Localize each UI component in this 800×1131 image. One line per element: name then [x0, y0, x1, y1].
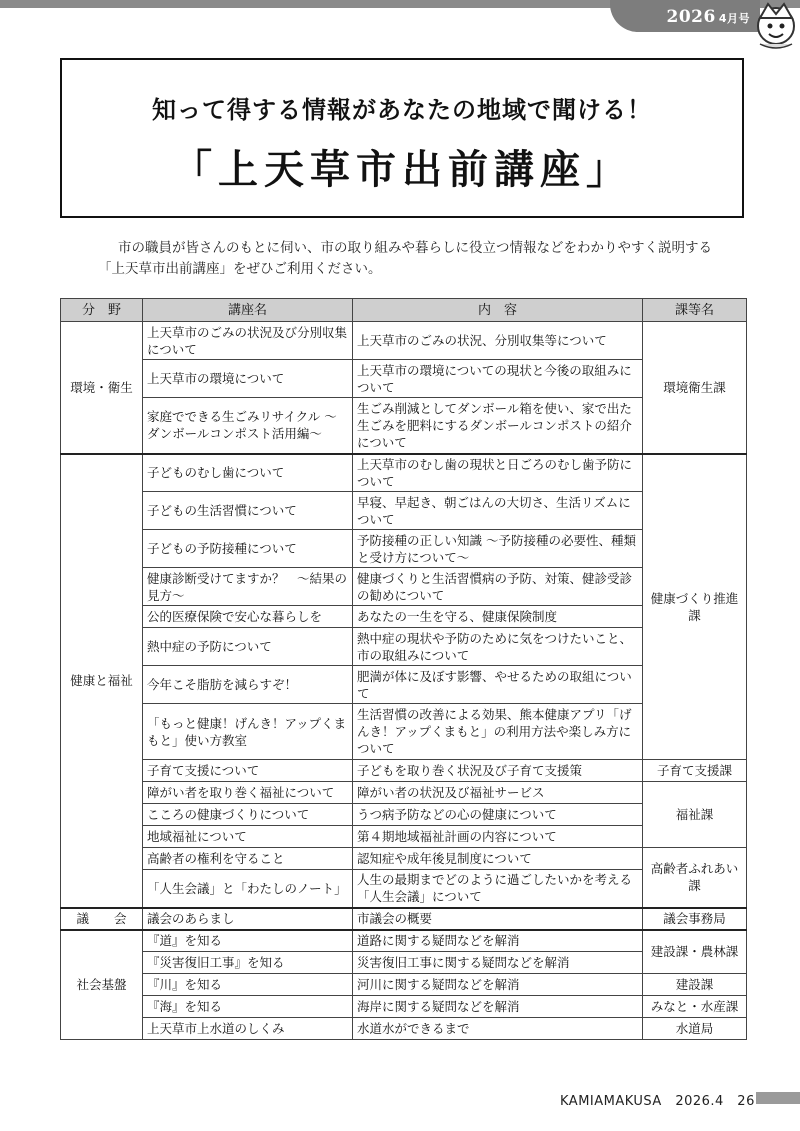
field-cell: 社会基盤: [61, 930, 143, 1040]
table-header-row: [61, 299, 747, 322]
content-cell: 上天草市の環境についての現状と今後の取組みについて: [353, 360, 643, 398]
field-cell: 環境・衛生: [61, 322, 143, 454]
header-content: 内 容: [353, 299, 643, 322]
course-cell: 子どものむし歯について: [143, 454, 353, 492]
course-cell: 高齢者の権利を守ること: [143, 848, 353, 870]
content-cell: 河川に関する疑問などを解消: [353, 974, 643, 996]
course-cell: 公的医療保険で安心な暮らしを: [143, 606, 353, 628]
table-row: [61, 908, 747, 930]
table-row: [61, 848, 747, 870]
issue-label: [667, 7, 750, 27]
course-cell: 上天草市の環境について: [143, 360, 353, 398]
course-cell: 「もっと健康！げんき！アップくまもと」使い方教室: [143, 704, 353, 760]
field-cell: 議 会: [61, 908, 143, 930]
course-table: [60, 298, 747, 1040]
footer-bar: [756, 1092, 800, 1104]
intro-line-1: 市の職員が皆さんのもとに伺い、市の取り組みや暮らしに役立つ情報などをわかりやすく説明する: [118, 240, 712, 256]
course-cell: 家庭でできる生ごみリサイクル ～ダンボールコンポスト活用編～: [143, 398, 353, 454]
course-cell: 『道』を知る: [143, 930, 353, 952]
table-row: [61, 974, 747, 996]
content-cell: 海岸に関する疑問などを解消: [353, 996, 643, 1018]
intro-text: [98, 238, 748, 280]
course-cell: 『海』を知る: [143, 996, 353, 1018]
course-cell: こころの健康づくりについて: [143, 804, 353, 826]
content-cell: 上天草市のむし歯の現状と日ごろのむし歯予防について: [353, 454, 643, 492]
dept-cell: みなと・水産課: [643, 996, 747, 1018]
title-main: 「上天草市出前講座」: [172, 147, 632, 193]
content-cell: 認知症や成年後見制度について: [353, 848, 643, 870]
table-row: [61, 322, 747, 360]
title-box: [60, 58, 744, 218]
dept-cell: 環境衛生課: [643, 322, 747, 454]
course-cell: 熱中症の予防について: [143, 628, 353, 666]
course-cell: 子どもの生活習慣について: [143, 492, 353, 530]
content-cell: うつ病予防などの心の健康について: [353, 804, 643, 826]
header-dept: 課等名: [643, 299, 747, 322]
dept-cell: 水道局: [643, 1018, 747, 1040]
content-cell: 健康づくりと生活習慣病の予防、対策、健診受診の勧めについて: [353, 568, 643, 606]
course-cell: 上天草市上水道のしくみ: [143, 1018, 353, 1040]
course-cell: 『川』を知る: [143, 974, 353, 996]
content-cell: 第４期地域福祉計画の内容について: [353, 826, 643, 848]
dept-cell: 建設課・農林課: [643, 930, 747, 974]
course-cell: 議会のあらまし: [143, 908, 353, 930]
issue-month: 4月号: [718, 12, 750, 25]
content-cell: 人生の最期までどのように過ごしたいかを考える「人生会議」について: [353, 870, 643, 908]
content-cell: 熱中症の現状や予防のために気をつけたいこと、市の取組みについて: [353, 628, 643, 666]
content-cell: 肥満が体に及ぼす影響、やせるための取組について: [353, 666, 643, 704]
table-row: [61, 760, 747, 782]
content-cell: 障がい者の状況及び福祉サービス: [353, 782, 643, 804]
dept-cell: 議会事務局: [643, 908, 747, 930]
course-cell: 地域福祉について: [143, 826, 353, 848]
dept-cell: 高齢者ふれあい課: [643, 848, 747, 908]
content-cell: 生活習慣の改善による効果、熊本健康アプリ「げんき！アップくまもと」の利用方法や楽しみ方について: [353, 704, 643, 760]
course-cell: 上天草市のごみの状況及び分別収集について: [143, 322, 353, 360]
content-cell: 子どもを取り巻く状況及び子育て支援策: [353, 760, 643, 782]
table-row: [61, 454, 747, 492]
content-cell: 市議会の概要: [353, 908, 643, 930]
dept-cell: 健康づくり推進課: [643, 454, 747, 760]
field-cell: 健康と福祉: [61, 454, 143, 908]
mascot-icon: [750, 0, 800, 52]
content-cell: 災害復旧工事に関する疑問などを解消: [353, 952, 643, 974]
table-row: [61, 996, 747, 1018]
issue-year: 2026: [666, 7, 716, 27]
content-cell: 道路に関する疑問などを解消: [353, 930, 643, 952]
course-cell: 子どもの予防接種について: [143, 530, 353, 568]
dept-cell: 建設課: [643, 974, 747, 996]
table-row: [61, 1018, 747, 1040]
course-cell: 障がい者を取り巻く福祉について: [143, 782, 353, 804]
content-cell: 予防接種の正しい知識 ～予防接種の必要性、種類と受け方について～: [353, 530, 643, 568]
table-row: [61, 930, 747, 952]
content-cell: 生ごみ削減としてダンボール箱を使い、家で出た生ごみを肥料にするダンボールコンポストの紹介について: [353, 398, 643, 454]
course-cell: 今年こそ脂肪を減らすぞ！: [143, 666, 353, 704]
page-footer: KAMIAMAKUSA 2026.4 26: [560, 1094, 755, 1109]
intro-line-2: 「上天草市出前講座」をぜひご利用ください。: [98, 261, 382, 277]
header-field: 分 野: [61, 299, 143, 322]
title-subtitle: 知って得する情報があなたの地域で聞ける！: [152, 96, 652, 124]
content-cell: あなたの一生を守る、健康保険制度: [353, 606, 643, 628]
course-cell: 「人生会議」と「わたしのノート」: [143, 870, 353, 908]
course-cell: 子育て支援について: [143, 760, 353, 782]
course-cell: 『災害復旧工事』を知る: [143, 952, 353, 974]
table-row: [61, 782, 747, 804]
content-cell: 水道水ができるまで: [353, 1018, 643, 1040]
dept-cell: 子育て支援課: [643, 760, 747, 782]
content-cell: 早寝、早起き、朝ごはんの大切さ、生活リズムについて: [353, 492, 643, 530]
course-cell: 健康診断受けてますか？ ～結果の見方～: [143, 568, 353, 606]
dept-cell: 福祉課: [643, 782, 747, 848]
header-course: 講座名: [143, 299, 353, 322]
content-cell: 上天草市のごみの状況、分別収集等について: [353, 322, 643, 360]
